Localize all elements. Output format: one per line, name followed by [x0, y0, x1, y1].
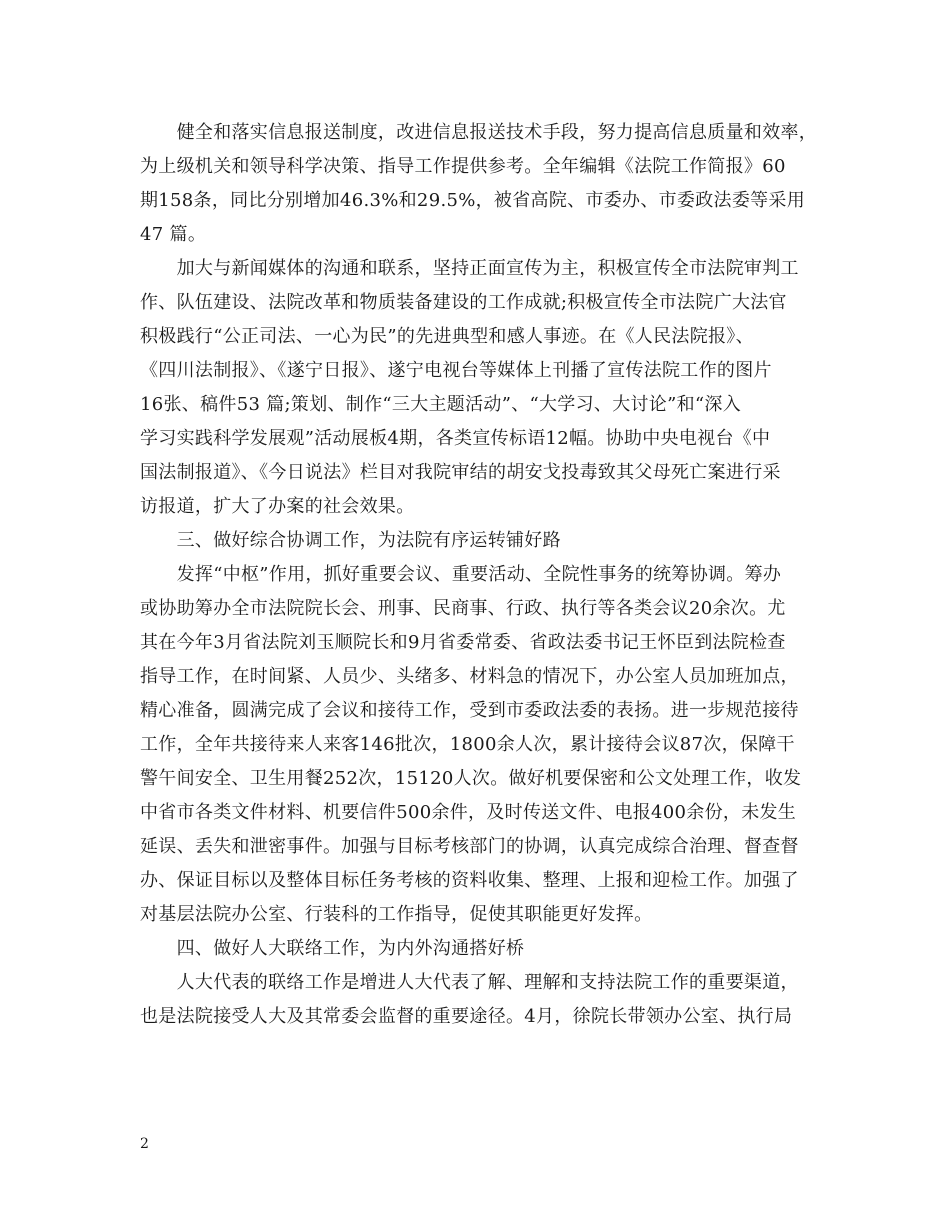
text-line: 发挥“中枢”作用，抓好重要会议、重要活动、全院性事务的统筹协调。筹办 — [140, 564, 782, 585]
text-line: 其在今年3月省法院刘玉顺院长和9月省委常委、省政法委书记王怀臣到法院检查 — [140, 632, 786, 653]
text-line: 延误、丢失和泄密事件。加强与目标考核部门的协调，认真完成综合治理、督查督 — [140, 836, 799, 857]
text-line: 人大代表的联络工作是增进人大代表了解、理解和支持法院工作的重要渠道， — [140, 972, 799, 993]
body-text — [140, 116, 840, 1034]
text-line: 警午间安全、卫生用餐252次，15120人次。做好机要保密和公文处理工作，收发 — [140, 768, 802, 789]
text-line: 中省市各类文件材料、机要信件500余件，及时传送文件、电报400余份，未发生 — [140, 802, 797, 823]
page-number: 2 — [140, 1136, 149, 1152]
text-line: 作、队伍建设、法院改革和物质装备建设的工作成就;积极宣传全市法院广大法官 — [140, 292, 787, 313]
section-heading: 三、做好综合协调工作，为法院有序运转铺好路 — [140, 530, 561, 551]
text-line: 期158条，同比分别增加46.3%和29.5%，被省高院、市委办、市委政法委等采用 — [140, 190, 806, 211]
text-line: 访报道，扩大了办案的社会效果。 — [140, 496, 415, 517]
text-line: 为上级机关和领导科学决策、指导工作提供参考。全年编辑《法院工作简报》60 — [140, 156, 786, 177]
text-line: 国法制报道》、《今日说法》栏目对我院审结的胡安戈投毒致其父母死亡案进行采 — [140, 462, 781, 483]
text-line: 16张、稿件53 篇;策划、制作“三大主题活动”、“大学习、大讨论”和“深入 — [140, 394, 742, 415]
text-line: 也是法院接受人大及其常委会监督的重要途径。4月，徐院长带领办公室、执行局 — [140, 1006, 793, 1027]
text-line: 47 篇。 — [140, 224, 207, 245]
text-line: 精心准备，圆满完成了会议和接待工作，受到市委政法委的表扬。进一步规范接待 — [140, 700, 799, 721]
text-line: 积极践行“公正司法、一心为民”的先进典型和感人事迹。在《人民法院报》、 — [140, 326, 754, 347]
text-line: 工作，全年共接待来人来客146批次，1800余人次，累计接待会议87次，保障干 — [140, 734, 795, 755]
text-line: 健全和落实信息报送制度，改进信息报送技术手段，努力提高信息质量和效率， — [140, 122, 818, 143]
text-line: 《四川法制报》、《遂宁日报》、遂宁电视台等媒体上刊播了宣传法院工作的图片 — [140, 360, 772, 381]
text-line: 指导工作，在时间紧、人员少、头绪多、材料急的情况下，办公室人员加班加点， — [140, 666, 799, 687]
text-line: 办、保证目标以及整体目标任务考核的资料收集、整理、上报和迎检工作。加强了 — [140, 870, 799, 891]
text-line: 或协助筹办全市法院院长会、刑事、民商事、行政、执行等各类会议20余次。尤 — [140, 598, 786, 619]
text-line: 学习实践科学发展观”活动展板4期，各类宣传标语12幅。协助中央电视台《中 — [140, 428, 771, 449]
section-heading: 四、做好人大联络工作，为内外沟通搭好桥 — [140, 938, 525, 959]
text-line: 加大与新闻媒体的沟通和联系，坚持正面宣传为主，积极宣传全市法院审判工 — [140, 258, 799, 279]
text-line: 对基层法院办公室、行装科的工作指导，促使其职能更好发挥。 — [140, 904, 653, 925]
